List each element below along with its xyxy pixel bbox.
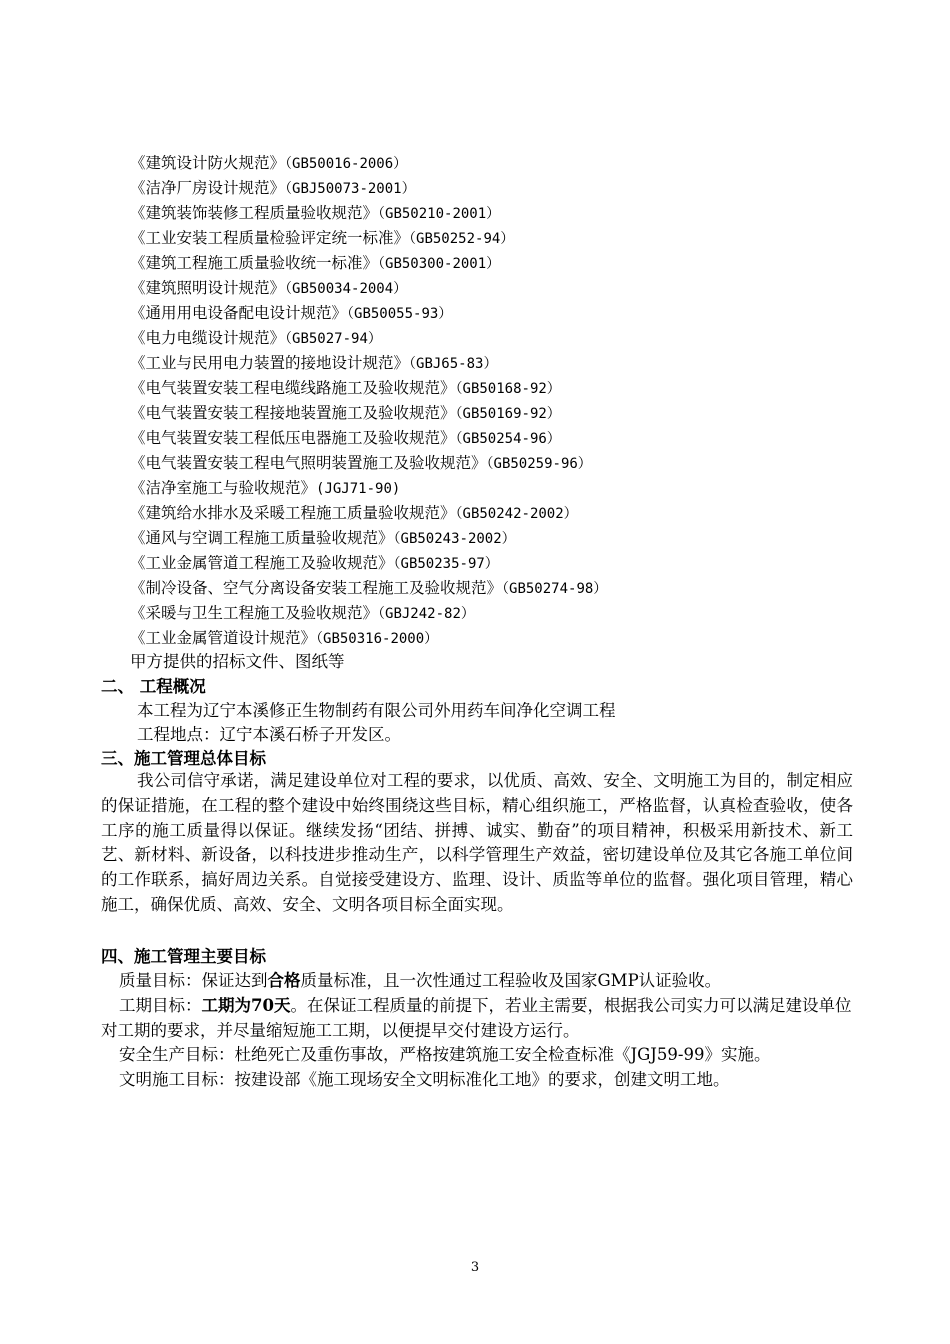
quality-goal-pre: 质量目标：保证达到 bbox=[119, 971, 268, 990]
standard-code: （GB50300-2001） bbox=[378, 256, 501, 272]
standard-item bbox=[130, 476, 830, 501]
standard-item bbox=[130, 426, 830, 451]
standard-name: 《工业安装工程质量检验评定统一标准》 bbox=[130, 229, 410, 247]
standard-code: （GB50316-2000） bbox=[316, 631, 439, 647]
project-location-line: 工程地点：辽宁本溪石桥子开发区。 bbox=[137, 725, 401, 744]
standard-name: 《洁净室施工与验收规范》 bbox=[130, 479, 317, 497]
standard-item bbox=[130, 576, 830, 601]
standard-name: 《电力电缆设计规范》 bbox=[130, 329, 286, 347]
standard-name: 《建筑照明设计规范》 bbox=[130, 279, 286, 297]
standard-item bbox=[130, 251, 830, 276]
standard-code: （GB50210-2001） bbox=[378, 206, 501, 222]
standard-item bbox=[130, 351, 830, 376]
standard-code: （GB50034-2004） bbox=[285, 281, 408, 297]
standard-code: （GB50243-2002） bbox=[393, 531, 516, 547]
standard-name: 《工业金属管道设计规范》 bbox=[130, 629, 317, 647]
standard-name: 《建筑给水排水及采暖工程施工质量验收规范》 bbox=[130, 504, 456, 522]
quality-goal bbox=[101, 969, 853, 994]
standard-code: （GB5027-94） bbox=[285, 331, 382, 347]
section-2-heading: 二、 工程概况 bbox=[101, 677, 206, 696]
schedule-goal bbox=[101, 994, 853, 1043]
quality-goal-bold: 合格 bbox=[267, 971, 301, 990]
standard-item bbox=[130, 276, 830, 301]
standard-item bbox=[130, 376, 830, 401]
tender-docs-line: 甲方提供的招标文件、图纸等 bbox=[130, 652, 345, 671]
section-3-paragraph bbox=[101, 769, 853, 918]
project-name-line: 本工程为辽宁本溪修正生物制药有限公司外用药车间净化空调工程 bbox=[137, 701, 616, 720]
standard-name: 《通用用电设备配电设计规范》 bbox=[130, 304, 348, 322]
standard-item bbox=[130, 601, 830, 626]
standard-item bbox=[130, 551, 830, 576]
standard-name: 《工业与民用电力装置的接地设计规范》 bbox=[130, 354, 410, 372]
standard-code: （GB50168-92） bbox=[455, 381, 561, 397]
standard-name: 《制冷设备、空气分离设备安装工程施工及验收规范》 bbox=[130, 579, 503, 597]
standard-name: 《洁净厂房设计规范》 bbox=[130, 179, 286, 197]
standard-code: （GBJ242-82） bbox=[378, 606, 475, 622]
standard-item bbox=[130, 176, 830, 201]
standard-item bbox=[130, 501, 830, 526]
civilized-goal bbox=[101, 1068, 853, 1093]
schedule-goal-bold: 工期为70天 bbox=[201, 996, 291, 1015]
standard-name: 《电气装置安装工程电缆线路施工及验收规范》 bbox=[130, 379, 456, 397]
standard-code: （GB50235-97） bbox=[393, 556, 499, 572]
standard-name: 《建筑装饰装修工程质量验收规范》 bbox=[130, 204, 379, 222]
standard-code: （GBJ65-83） bbox=[409, 356, 498, 372]
standard-item bbox=[130, 201, 830, 226]
civilized-goal-text: 文明施工目标：按建设部《施工现场安全文明标准化工地》的要求，创建文明工地。 bbox=[119, 1070, 730, 1089]
standard-code: （GBJ50073-2001） bbox=[285, 181, 416, 197]
standard-code: （GB50242-2002） bbox=[455, 506, 578, 522]
standard-code: （GB50259-96） bbox=[486, 456, 592, 472]
section-4-heading: 四、施工管理主要目标 bbox=[101, 947, 266, 966]
standard-code: （GB50254-96） bbox=[455, 431, 561, 447]
standard-item bbox=[130, 401, 830, 426]
standard-name: 《建筑设计防火规范》 bbox=[130, 154, 286, 172]
standard-name: 《建筑工程施工质量验收统一标准》 bbox=[130, 254, 379, 272]
standard-item bbox=[130, 526, 830, 551]
standard-code: （GB50016-2006） bbox=[285, 156, 408, 172]
standard-name: 《电气装置安装工程接地装置施工及验收规范》 bbox=[130, 404, 456, 422]
section-3-heading: 三、施工管理总体目标 bbox=[101, 749, 266, 768]
standard-item bbox=[130, 626, 830, 651]
standard-code: （GB50274-98） bbox=[502, 581, 608, 597]
standard-name: 《采暖与卫生工程施工及验收规范》 bbox=[130, 604, 379, 622]
page-number: 3 bbox=[470, 1260, 480, 1275]
standard-code: （GB50055-93） bbox=[347, 306, 453, 322]
standard-item bbox=[130, 226, 830, 251]
safety-goal bbox=[101, 1043, 853, 1068]
schedule-goal-pre: 工期目标： bbox=[119, 996, 202, 1015]
safety-goal-text: 安全生产目标：杜绝死亡及重伤事故，严格按建筑施工安全检查标准《JGJ59-99》实施。 bbox=[119, 1045, 771, 1064]
standard-item bbox=[130, 151, 830, 176]
standard-name: 《电气装置安装工程低压电器施工及验收规范》 bbox=[130, 429, 456, 447]
standard-name: 《工业金属管道工程施工及验收规范》 bbox=[130, 554, 394, 572]
standard-item bbox=[130, 301, 830, 326]
overall-goal-text: 我公司信守承诺，满足建设单位对工程的要求，以优质、高效、安全、文明施工为目的，制定相应的保证措施，在工程的整个建设中始终围绕这些目标，精心组织施工，严格监督，认真检查验收，使各工序的施工质量得以保证。继续发扬“团结、拼搏、诚实、勤奋”的项目精神，积极采用新技术、新工艺、新材料、新设备，以科技进步推动生产，以科学管理生产效益，密切建设单位及其它各施工单位间的工作联系，搞好周边关系。自觉接受建设方、监理、设计、质监等单位的监督。强化项目管理，精心施工，确保优质、高效、安全、文明各项目标全面实现。 bbox=[101, 771, 853, 914]
standard-code: （GB50169-92） bbox=[455, 406, 561, 422]
standard-code: (JGJ71-90) bbox=[316, 481, 401, 497]
standards-list bbox=[130, 151, 830, 651]
schedule-goal-post: 。在保证工程质量的前提下，若业主需要，根据我公司实力可以满足建设单位对工期的要求，并尽量缩短施工工期，以便提早交付建设方运行。 bbox=[101, 996, 852, 1040]
standard-item bbox=[130, 326, 830, 351]
standard-name: 《通风与空调工程施工质量验收规范》 bbox=[130, 529, 394, 547]
standard-name: 《电气装置安装工程电气照明装置施工及验收规范》 bbox=[130, 454, 487, 472]
standard-code: （GB50252-94） bbox=[409, 231, 515, 247]
quality-goal-post: 质量标准，且一次性通过工程验收及国家GMP认证验收。 bbox=[300, 971, 722, 990]
standard-item bbox=[130, 451, 830, 476]
